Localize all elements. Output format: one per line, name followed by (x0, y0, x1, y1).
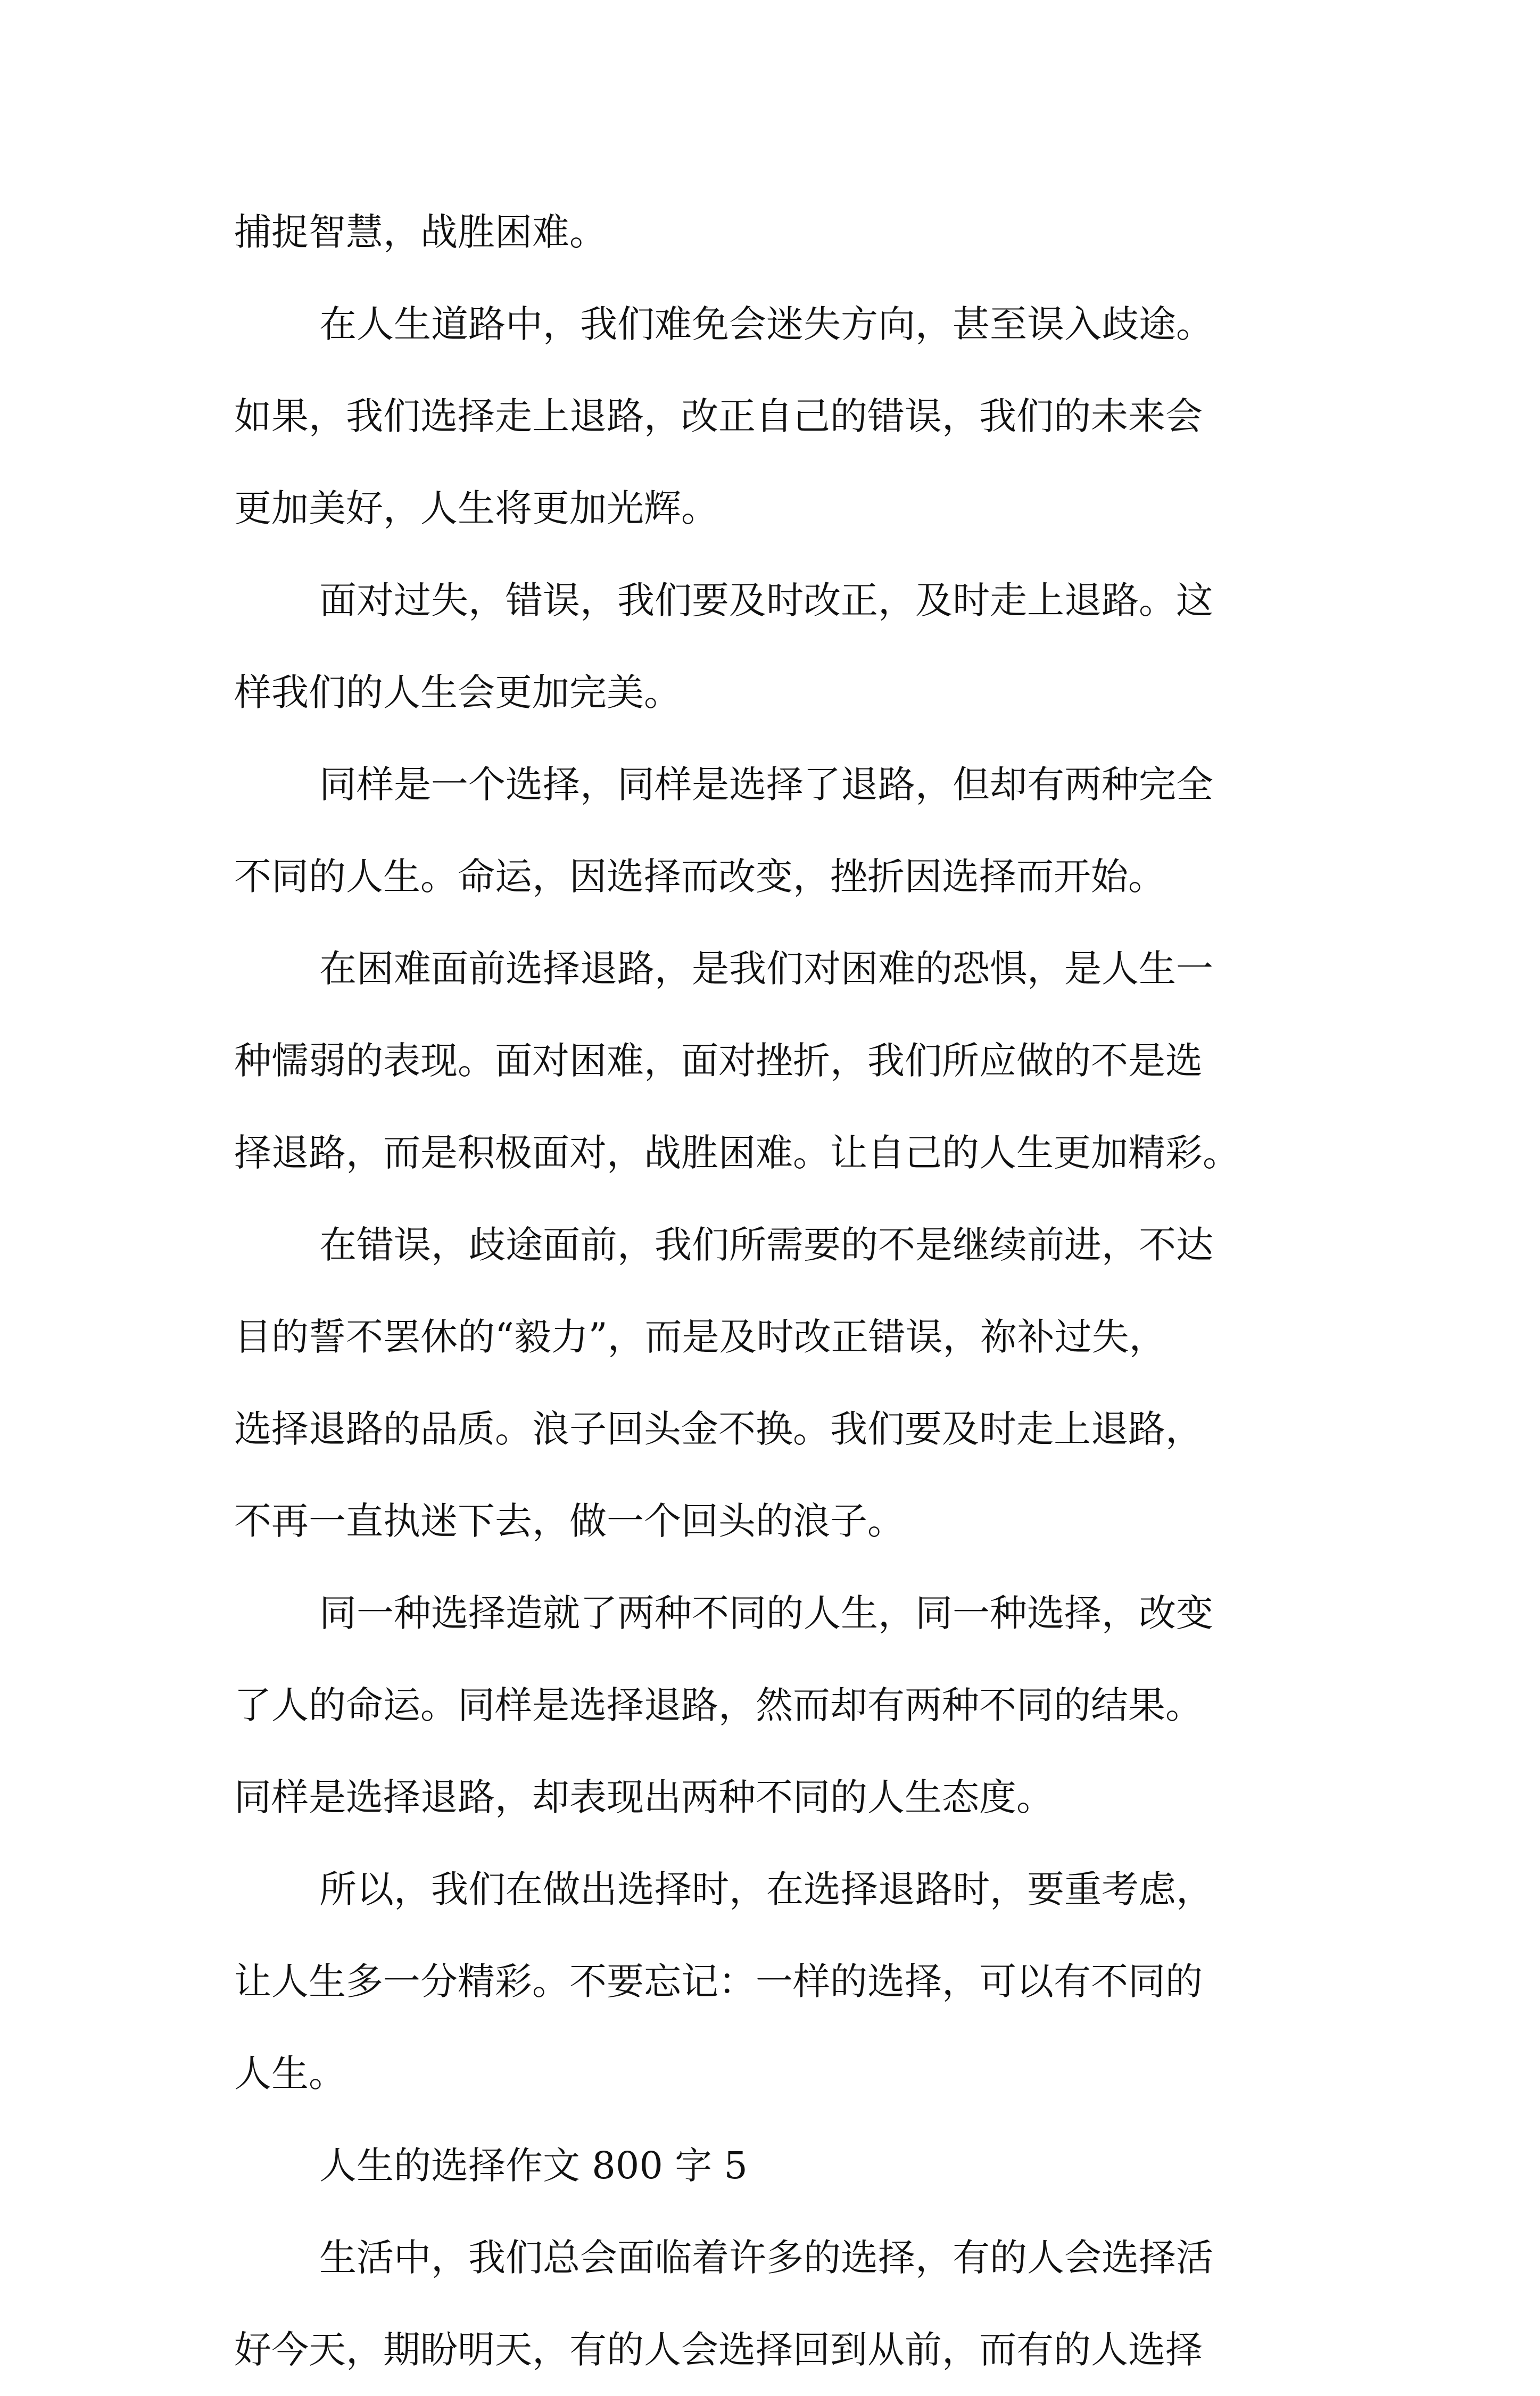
text-line: 种懦弱的表现。面对困难，面对挫折，我们所应做的不是选 (234, 1039, 1203, 1083)
document-body (234, 186, 1320, 2396)
text-line: 同样是一个选择，同样是选择了退路，但却有两种完全 (319, 763, 1213, 806)
text-line: 选择退路的品质。浪子回头金不换。我们要及时走上退路， (234, 1407, 1203, 1451)
text-line: 所以，我们在做出选择时，在选择退路时，要重考虑， (319, 1868, 1213, 1911)
text-line: 生活中，我们总会面临着许多的选择，有的人会选择活 (319, 2236, 1213, 2279)
text-line: 同一种选择造就了两种不同的人生，同一种选择，改变 (319, 1591, 1213, 1635)
text-line: 人生。 (234, 2052, 346, 2095)
text-line: 人生的选择作文 800 字 5 (319, 2144, 748, 2187)
text-line: 面对过失，错误，我们要及时改正，及时走上退路。这 (319, 579, 1213, 622)
text-line: 在困难面前选择退路，是我们对困难的恐惧，是人生一 (319, 947, 1213, 990)
text-line: 在错误，歧途面前，我们所需要的不是继续前进，不达 (319, 1223, 1213, 1267)
text-line: 不再一直执迷下去，做一个回头的浪子。 (234, 1499, 905, 1543)
text-line: 目的誓不罢休的“毅力”，而是及时改正错误，祢补过失， (234, 1315, 1166, 1359)
text-line: 让人生多一分精彩。不要忘记：一样的选择，可以有不同的 (234, 1960, 1203, 2003)
text-line: 更加美好，人生将更加光辉。 (234, 486, 718, 530)
text-line: 在人生道路中，我们难免会迷失方向，甚至误入歧途。 (319, 302, 1213, 346)
text-line: 不同的人生。命运，因选择而改变，挫折因选择而开始。 (234, 855, 1165, 898)
text-line: 如果，我们选择走上退路，改正自己的错误，我们的未来会 (234, 394, 1203, 438)
text-line: 好今天，期盼明天，有的人会选择回到从前，而有的人选择 (234, 2328, 1203, 2372)
text-line: 样我们的人生会更加完美。 (234, 671, 681, 714)
text-line: 同样是选择退路，却表现出两种不同的人生态度。 (234, 1775, 1054, 1819)
text-line: 了人的命运。同样是选择退路，然而却有两种不同的结果。 (234, 1683, 1203, 1727)
text-line: 择退路，而是积极面对，战胜困难。让自己的人生更加精彩。 (234, 1131, 1240, 1175)
text-line: 捕捉智慧，战胜困难。 (234, 210, 607, 254)
